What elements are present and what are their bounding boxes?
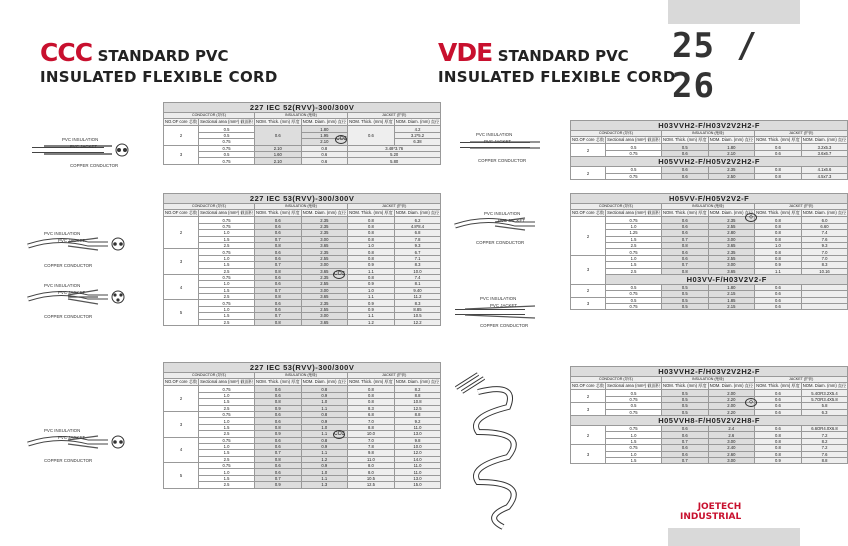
- label-copper-conductor-v1: COPPER CONDUCTOR: [478, 158, 527, 163]
- coiled-cable-illustration: [448, 362, 563, 532]
- top-decor-bar: [668, 0, 800, 24]
- ccc-mark-3: CCC: [334, 431, 345, 437]
- vde-mark: ◇: [745, 213, 757, 222]
- hdr-jacket: JACKET (护套): [348, 373, 441, 379]
- hdr-conductor: CONDUCTOR (导体): [571, 204, 662, 210]
- hdr-conductor: CONDUCTOR (导体): [571, 131, 662, 137]
- brand-line-1: JOETECH: [697, 502, 742, 512]
- hdr-insulation: INSULATION (绝缘): [661, 377, 754, 383]
- hdr-conductor: CONDUCTOR (导体): [164, 113, 255, 119]
- hdr-insulation: INSULATION (绝缘): [254, 113, 347, 119]
- table-h03vvh2-f: H03VVH2-F/H03V2V2H2-F CONDUCTOR (导体) INSULATION (绝缘) JACKET (护套) NO.OF core 芯数 Sectional area (mm²) 截面积 NOM. Thick. (mm) 厚度 NOM. Diam. (mm) 直径 NOM. Thick. (mm) 厚度 NOM. Diam. (mm) 直径 2 0.5 0.5 1.80 0.6 3.2x5.3 0.75 0.6 2.10 0.6 3.6x6.7 H05VVH2-F/H05V2V2H2-F 2 0.5 0.6 2.35 0.8 4.1x6.6 0.75 0.6 2.50 0.8 4.5x7.3: [572, 121, 847, 179]
- hdr-jacket: JACKET (护套): [755, 377, 848, 383]
- label-pvc-jacket-2: PVC JACKET: [58, 238, 86, 243]
- hdr-jacket: JACKET (护套): [755, 131, 848, 137]
- hdr-insulation: INSULATION (绝缘): [254, 373, 347, 379]
- label-pvc-jacket: PVC JACKET: [70, 144, 98, 149]
- right-title-1: STANDARD PVC: [497, 47, 629, 65]
- table-h03vvh2-f-coiled: H03VVH2-F/H03V2V2H2-F CONDUCTOR (导体) INSULATION (绝缘) JACKET (护套) NO.OF core 芯数 Sectional area (mm²) 截面积 NOM. Thick. (mm) 厚度 NOM. Diam. (mm) 直径 NOM. Thick. (mm) 厚度 NOM. Diam. (mm) 直径 2 0.5 0.5 2.00 0.6 5.4OR3.2X5.4 0.75 0.5 2.20 0.6 5.7OR3.4X5.8 3 0.5 0.5 2.00 0.6 5.8 0.75 0.5 2.20 0.6 6.3 H05VVH8-F/H05V2V2H8-F 2 0.75 0.6 2.4 0.6 6.6OR4.0X6.8 1.0 0.6 2.6 0.8 7.2 1.5 0.7 3.00 0.8 8.2 3 0.75 0.6 2.40 0.8 7.2 1.0 0.6 2.60 0.8 7.6 1.5 0.7 3.00 0.9 8.8: [572, 367, 847, 464]
- table-227-iec-52: 227 IEC 52(RVV)-300/300V CONDUCTOR (导体) INSULATION (绝缘) JACKET (护套) NO.OF core 芯数 Sectional area (mm²) 截面积 NOM. Thick. (mm) 厚度 NOM. Diam. (mm) 直径 NOM. Thick. (mm) 厚度 NOM. Diam. (mm) 直径 2 0.5 0.6 1.80 0.6 4.2 0.5 1.95 3.2*5.2 0.75 2.10 6.38 3 0.75 2.10 0.8 3.48*3.76 0.5 1.60 0.6 5.20 0.75 2.10 0.6 5.80: [165, 103, 440, 164]
- hdr-conductor: CONDUCTOR (导体): [164, 204, 255, 210]
- label-copper-conductor-4: COPPER CONDUCTOR: [44, 458, 93, 463]
- hdr-jacket: JACKET (护套): [348, 204, 441, 210]
- right-section-header: [438, 40, 676, 85]
- vde-mark-2: ◇: [745, 398, 757, 407]
- table-title: H03VVH2-F/H03V2V2H2-F: [571, 121, 848, 131]
- table-227-iec-53-b: 227 IEC 53(RVV)-300/300V CONDUCTOR (导体) INSULATION (绝缘) JACKET (护套) NO.OF core 芯数 Sectional area (mm²) 截面积 NOM. Thick. (mm) 厚度 NOM. Diam. (mm) 直径 NOM. Thick. (mm) 厚度 NOM. Diam. (mm) 直径 2 0.75 0.6 0.8 0.8 8.2 1.0 0.6 0.9 0.8 8.8 1.5 0.8 1.0 0.8 10.8 2.5 0.9 1.1 8.3 12.5 3 0.75 0.6 0.8 6.8 8.8 1.0 0.6 0.9 7.0 9.2 1.5 0.8 1.0 8.8 11.0 2.5 0.9 1.1 10.0 13.0 4 0.75 0.6 0.8 7.0 9.8 1.0 0.6 0.9 7.8 10.0 1.5 0.7 1.1 9.8 12.0 2.5 0.8 1.2 11.0 14.0 5 0.75 0.6 0.9 8.0 11.0 1.0 0.6 1.0 8.0 11.0 1.5 0.7 1.1 10.5 13.0 2.5 0.9 1.3 12.5 15.0: [165, 363, 440, 488]
- hdr-insulation: INSULATION (绝缘): [254, 204, 347, 210]
- ccc-mark: CCC: [336, 136, 347, 142]
- table-title-b: H03VV-F/H03V2V2-F: [606, 274, 848, 284]
- cable-illustration-vde-2: [455, 212, 565, 242]
- label-pvc-insulation-v1: PVC INSULATION: [476, 132, 513, 137]
- label-pvc-jacket-4: PVC JACKET: [58, 435, 86, 440]
- table-title-b: H05VVH8-F/H05V2V2H8-F: [571, 415, 848, 425]
- label-copper-conductor-v2: COPPER CONDUCTOR: [476, 240, 525, 245]
- vde-code: VDE: [438, 38, 493, 67]
- label-copper-conductor-v3: COPPER CONDUCTOR: [480, 323, 529, 328]
- hdr-conductor: CONDUCTOR (导体): [571, 377, 662, 383]
- hdr-insulation: INSULATION (绝缘): [661, 204, 754, 210]
- hdr-insulation: INSULATION (绝缘): [661, 131, 754, 137]
- table-title: 227 IEC 53(RVV)-300/300V: [164, 363, 441, 373]
- label-copper-conductor-2: COPPER CONDUCTOR: [44, 263, 93, 268]
- table-title: H05VV-F/H05V2V2-F: [571, 194, 848, 204]
- label-pvc-jacket-3: PVC JACKET: [58, 290, 86, 295]
- table-title-b: H05VVH2-F/H05V2V2H2-F: [571, 157, 848, 167]
- table-title: 227 IEC 53(RVV)-300/300V: [164, 194, 441, 204]
- label-pvc-insulation-3: PVC INSULATION: [44, 283, 81, 288]
- left-title-1: STANDARD PVC: [97, 47, 229, 65]
- right-title-2: INSULATED FLEXIBLE CORD: [438, 68, 676, 86]
- label-copper-conductor-3: COPPER CONDUCTOR: [44, 314, 93, 319]
- label-pvc-insulation-v2: PVC INSULATION: [484, 211, 521, 216]
- left-title-2: INSULATED FLEXIBLE CORD: [40, 68, 278, 86]
- hdr-jacket: JACKET (护套): [348, 113, 441, 119]
- table-title: 227 IEC 52(RVV)-300/300V: [164, 103, 441, 113]
- page-number: 25 / 26: [672, 26, 758, 106]
- table-227-iec-53-a: 227 IEC 53(RVV)-300/300V CONDUCTOR (导体) INSULATION (绝缘) JACKET (护套) NO.OF core 芯数 Sectional area (mm²) 截面积 NOM. Thick. (mm) 厚度 NOM. Diam. (mm) 直径 NOM. Thick. (mm) 厚度 NOM. Diam. (mm) 直径 2 0.75 0.6 2.35 0.8 6.2 0.75 0.6 2.35 0.8 4.8*8.4 1.0 0.6 2.35 0.8 6.8 1.5 0.7 3.00 0.8 7.8 2.5 0.8 3.65 1.0 9.3 3 0.75 0.6 2.35 0.8 6.7 1.0 0.6 2.55 0.8 7.1 1.5 0.7 3.00 0.9 8.3 2.5 0.8 3.65 1.1 10.0 4 0.75 0.6 2.35 0.8 7.4 1.0 0.6 2.55 0.9 8.1 1.5 0.7 3.00 1.0 9.40 2.5 0.8 3.65 1.1 11.2 5 0.75 0.6 2.35 0.9 8.3 1.0 0.6 2.55 0.9 8.85 1.5 0.7 3.00 1.1 10.5 2.5 0.8 3.65 1.2 12.2: [165, 194, 440, 325]
- label-pvc-insulation-4: PVC INSULATION: [44, 428, 81, 433]
- cable-illustration-2core: [28, 232, 138, 262]
- label-pvc-jacket-v1: PVC JACKET: [484, 139, 512, 144]
- brand-line-2: INDUSTRIAL: [680, 512, 742, 522]
- label-copper-conductor: COPPER CONDUCTOR: [70, 163, 119, 168]
- label-pvc-jacket-v3: PVC JACKET: [490, 303, 518, 308]
- ccc-mark-2: CCC: [334, 271, 345, 277]
- label-pvc-insulation: PVC INSULATION: [62, 137, 99, 142]
- label-pvc-insulation-v3: PVC INSULATION: [480, 296, 517, 301]
- hdr-jacket: JACKET (护套): [755, 204, 848, 210]
- ccc-code: CCC: [40, 38, 93, 67]
- brand-logo: [680, 502, 741, 522]
- bottom-decor-bar: [668, 528, 800, 546]
- table-h05vv-f: H05VV-F/H05V2V2-F CONDUCTOR (导体) INSULATION (绝缘) JACKET (护套) NO.OF core 芯数 Sectional area (mm²) 截面积 NOM. Thick. (mm) 厚度 NOM. Diam. (mm) 直径 NOM. Thick. (mm) 厚度 NOM. Diam. (mm) 直径 2 0.75 0.6 2.35 0.8 6.0 1.0 0.6 2.55 0.8 6.60 1.25 0.6 2.80 0.8 7.4 1.5 0.7 3.00 0.8 7.6 2.5 0.8 3.65 1.0 9.3 0.75 0.6 2.35 0.8 7.0 3 1.0 0.6 2.55 0.8 7.0 1.5 0.7 3.00 0.9 8.3 2.5 0.8 3.65 1.1 10.16 H03VV-F/H03V2V2-F 2 0.5 0.5 1.80 0.6 0.75 0.5 2.15 0.6 3 0.5 0.5 1.85 0.6 0.75 0.5 2.15 0.6: [572, 194, 847, 310]
- label-pvc-insulation-2: PVC INSULATION: [44, 231, 81, 236]
- hdr-conductor: CONDUCTOR (导体): [164, 373, 255, 379]
- left-section-header: [40, 40, 278, 85]
- table-title: H03VVH2-F/H03V2V2H2-F: [571, 367, 848, 377]
- label-pvc-jacket-v2: PVC JACKET: [498, 218, 526, 223]
